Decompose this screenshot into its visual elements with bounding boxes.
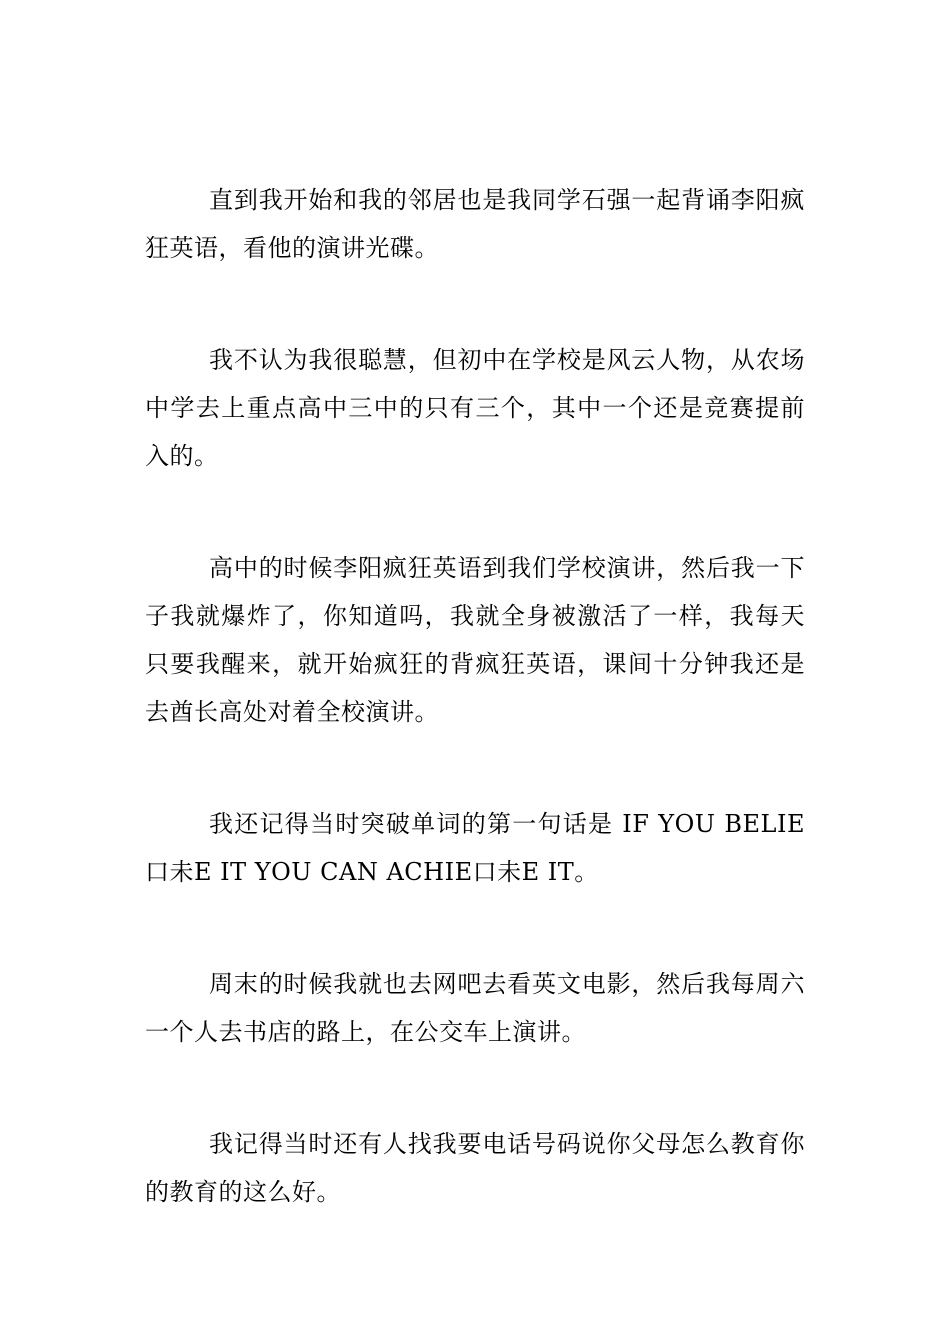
paragraph-1: 直到我开始和我的邻居也是我同学石强一起背诵李阳疯狂英语，看他的演讲光碟。 [145, 186, 805, 262]
paragraph-5: 周末的时候我就也去网吧去看英文电影，然后我每周六一个人去书店的路上，在公交车上演讲。 [145, 970, 805, 1046]
paragraph-4: 我还记得当时突破单词的第一句话是 IF YOU BELIE口未E IT YOU CAN ACHIE口未E IT。 [145, 810, 805, 886]
paragraph-3: 高中的时候李阳疯狂英语到我们学校演讲，然后我一下子我就爆炸了，你知道吗，我就全身被激活了一样，我每天只要我醒来，就开始疯狂的背疯狂英语，课间十分钟我还是去酋长高处对着全校演讲。 [145, 554, 805, 726]
paragraph-2: 我不认为我很聪慧，但初中在学校是风云人物，从农场中学去上重点高中三中的只有三个，其中一个还是竞赛提前入的。 [145, 346, 805, 470]
paragraph-6: 我记得当时还有人找我要电话号码说你父母怎么教育你的教育的这么好。 [145, 1130, 805, 1206]
document-body [145, 176, 805, 1216]
